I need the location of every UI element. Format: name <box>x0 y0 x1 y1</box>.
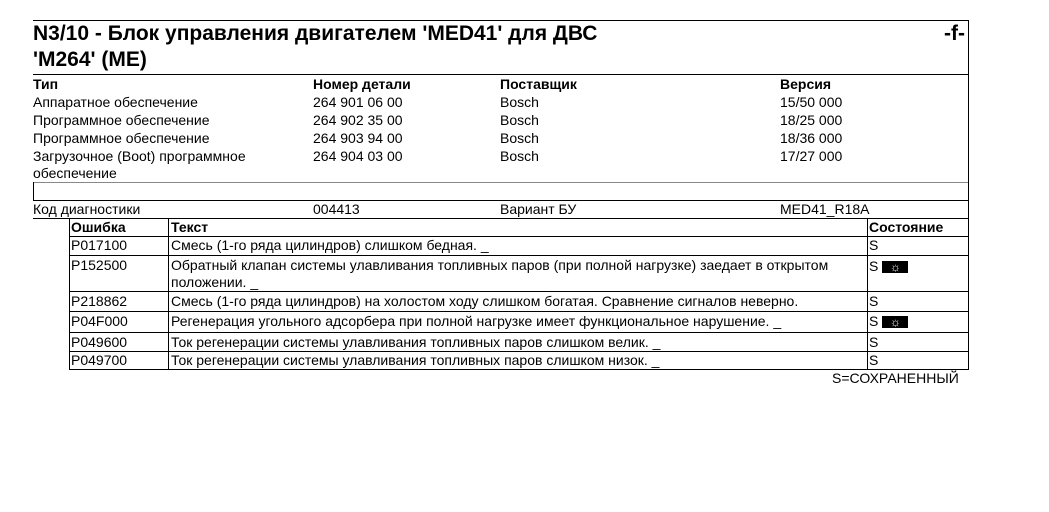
fault-text: Ток регенерации системы улавливания топливных паров слишком низок. _ <box>171 352 660 368</box>
fault-code: P218862 <box>71 293 128 309</box>
component-type: Программное обеспечение <box>33 130 210 146</box>
fault-status: S <box>869 237 879 253</box>
status-legend: S=СОХРАНЕННЫЙ <box>832 370 959 386</box>
col-header-type: Тип <box>33 76 59 92</box>
component-type: Аппаратное обеспечение <box>33 94 198 110</box>
col-header-part: Номер детали <box>313 76 411 92</box>
page-mark: -f- <box>944 22 965 45</box>
top-rule <box>33 20 968 21</box>
faults-header-text: Текст <box>171 219 209 235</box>
fault-code: P04F000 <box>71 313 128 329</box>
fault-text: Ток регенерации системы улавливания топливных паров слишком велик. _ <box>171 334 661 350</box>
fault-text: Смесь (1-го ряда цилиндров) слишком бедная. _ <box>171 237 489 253</box>
component-supplier: Bosch <box>500 148 539 164</box>
fault-row-rule <box>69 291 969 292</box>
variant-label: Вариант БУ <box>500 201 577 217</box>
sun-icon: ☼ <box>882 261 908 273</box>
diag-code-label: Код диагностики <box>33 201 141 217</box>
sun-icon: ☼ <box>882 316 908 328</box>
component-version: 18/25 000 <box>780 112 843 128</box>
faults-right-border <box>968 218 969 370</box>
fault-code: P049700 <box>71 352 128 368</box>
faults-col-divider-2 <box>867 218 868 370</box>
frame-right <box>968 20 969 220</box>
component-part: 264 904 03 00 <box>313 148 403 164</box>
variant-value: MED41_R18A <box>780 201 870 217</box>
component-part: 264 903 94 00 <box>313 130 403 146</box>
component-version: 18/36 000 <box>780 130 843 146</box>
faults-left-border <box>69 218 70 370</box>
fault-status: S <box>869 313 879 329</box>
col-header-supplier: Поставщик <box>500 76 577 92</box>
fault-code: P017100 <box>71 237 128 253</box>
fault-status: S <box>869 293 879 309</box>
components-bottom-rule <box>33 182 968 183</box>
fault-status: S <box>869 352 879 368</box>
fault-code: P152500 <box>71 257 128 273</box>
spacer-left <box>33 182 34 200</box>
col-header-version: Версия <box>780 76 832 92</box>
page-title-line2: 'M264' (ME) <box>33 48 147 71</box>
component-version: 15/50 000 <box>780 94 843 110</box>
faults-header-code: Ошибка <box>71 219 126 235</box>
diag-code-value: 004413 <box>313 201 360 217</box>
fault-text: Обратный клапан системы улавливания топливных паров (при полной нагрузке) заедает в открытом положении. _ <box>171 257 829 290</box>
fault-status: S <box>869 258 879 274</box>
faults-header-status: Состояние <box>869 219 944 235</box>
component-type: Загрузочное (Boot) программное обеспечение <box>33 148 246 181</box>
fault-row-rule <box>69 332 969 333</box>
component-supplier: Bosch <box>500 130 539 146</box>
component-part: 264 902 35 00 <box>313 112 403 128</box>
fault-code: P049600 <box>71 334 128 350</box>
component-supplier: Bosch <box>500 112 539 128</box>
page-title-line1: N3/10 - Блок управления двигателем 'MED41' для ДВС <box>33 22 598 45</box>
components-top-rule <box>33 74 968 75</box>
fault-text: Смесь (1-го ряда цилиндров) на холостом ходу слишком богатая. Сравнение сигналов неверно. <box>171 293 799 309</box>
fault-text: Регенерация угольного адсорбера при полной нагрузке имеет функциональное нарушение. _ <box>171 313 782 329</box>
faults-col-divider-1 <box>168 218 169 370</box>
component-version: 17/27 000 <box>780 148 843 164</box>
component-part: 264 901 06 00 <box>313 94 403 110</box>
component-supplier: Bosch <box>500 94 539 110</box>
fault-status: S <box>869 334 879 350</box>
fault-status-cell <box>869 258 908 275</box>
fault-row-rule <box>69 255 969 256</box>
component-type: Программное обеспечение <box>33 112 210 128</box>
fault-row-rule <box>69 311 969 312</box>
fault-status-cell <box>869 313 908 330</box>
